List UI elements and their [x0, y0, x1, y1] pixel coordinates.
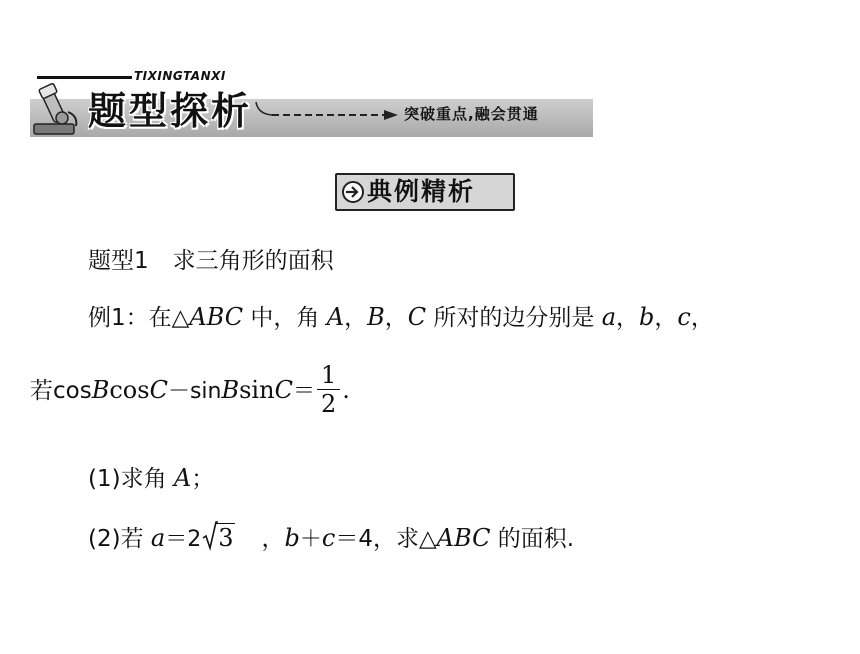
- question-1: [88, 462, 214, 495]
- equals-sign: ＝: [292, 379, 315, 404]
- banner-divider: [37, 76, 132, 79]
- problem-type-title: 求三角形的面积: [172, 248, 334, 274]
- fraction-numerator: 1: [317, 361, 340, 390]
- text-segment: (2)若: [88, 526, 151, 552]
- period: .: [342, 376, 350, 404]
- var-b: B: [91, 376, 110, 404]
- angle-a: A: [173, 464, 192, 492]
- comma: ，: [344, 305, 368, 331]
- comma: ，: [654, 305, 678, 331]
- side-a: a: [601, 303, 617, 331]
- var-c: C: [149, 376, 168, 404]
- radical-sign-icon: [202, 518, 218, 552]
- plus-sign: ＋: [299, 527, 322, 552]
- angle-a: A: [326, 303, 345, 331]
- text-segment: 的面积.: [490, 526, 575, 552]
- comma: ，: [261, 526, 285, 552]
- example-statement: [88, 301, 714, 334]
- side-c: c: [321, 524, 336, 552]
- side-a: a: [150, 524, 166, 552]
- problem-type-label: 题型1: [88, 248, 149, 274]
- side-b: b: [284, 524, 300, 552]
- condition-equation: [30, 363, 350, 420]
- fraction-denominator: 2: [320, 390, 337, 418]
- triangle-name: ABC: [189, 303, 244, 331]
- var-c: C: [274, 376, 293, 404]
- microscope-icon: [28, 82, 86, 138]
- text-segment: 中，角: [243, 305, 327, 331]
- side-c: c: [677, 303, 691, 331]
- comma: ，: [690, 305, 714, 331]
- section-title: 题型探析: [88, 89, 253, 133]
- radicand: 3: [218, 524, 234, 552]
- problem-type-heading: [88, 244, 334, 277]
- var-b: B: [221, 376, 240, 404]
- arrow-circle-icon: [341, 180, 365, 204]
- dashed-arrow-icon: [252, 100, 402, 122]
- text-segment: 所对的边分别是: [426, 305, 602, 331]
- banner-pinyin: TIXINGTANXI: [134, 69, 226, 83]
- text-segment: sin: [239, 376, 275, 404]
- question-2: [88, 522, 574, 556]
- example-badge: [335, 173, 515, 211]
- badge-title: 典例精析: [367, 177, 476, 206]
- text-segment: 若cos: [30, 378, 92, 404]
- comma: ，: [384, 305, 408, 331]
- text-segment: cos: [109, 376, 150, 404]
- triangle-name: ABC: [436, 524, 491, 552]
- text-segment: 在△: [148, 305, 190, 331]
- text-segment: ＝4，求△: [335, 526, 437, 552]
- comma: ，: [616, 305, 640, 331]
- banner-slogan: 突破重点,融会贯通: [404, 105, 539, 123]
- side-b: b: [639, 303, 655, 331]
- square-root: [202, 522, 235, 554]
- fraction-one-half: [317, 361, 340, 418]
- example-label: 例1：: [88, 305, 149, 331]
- angle-c: C: [407, 303, 427, 331]
- text-segment: －sin: [167, 379, 222, 404]
- text-segment: ＝2: [165, 527, 202, 552]
- angle-b: B: [367, 303, 385, 331]
- semicolon: ；: [191, 466, 215, 492]
- text-segment: (1)求角: [88, 466, 174, 492]
